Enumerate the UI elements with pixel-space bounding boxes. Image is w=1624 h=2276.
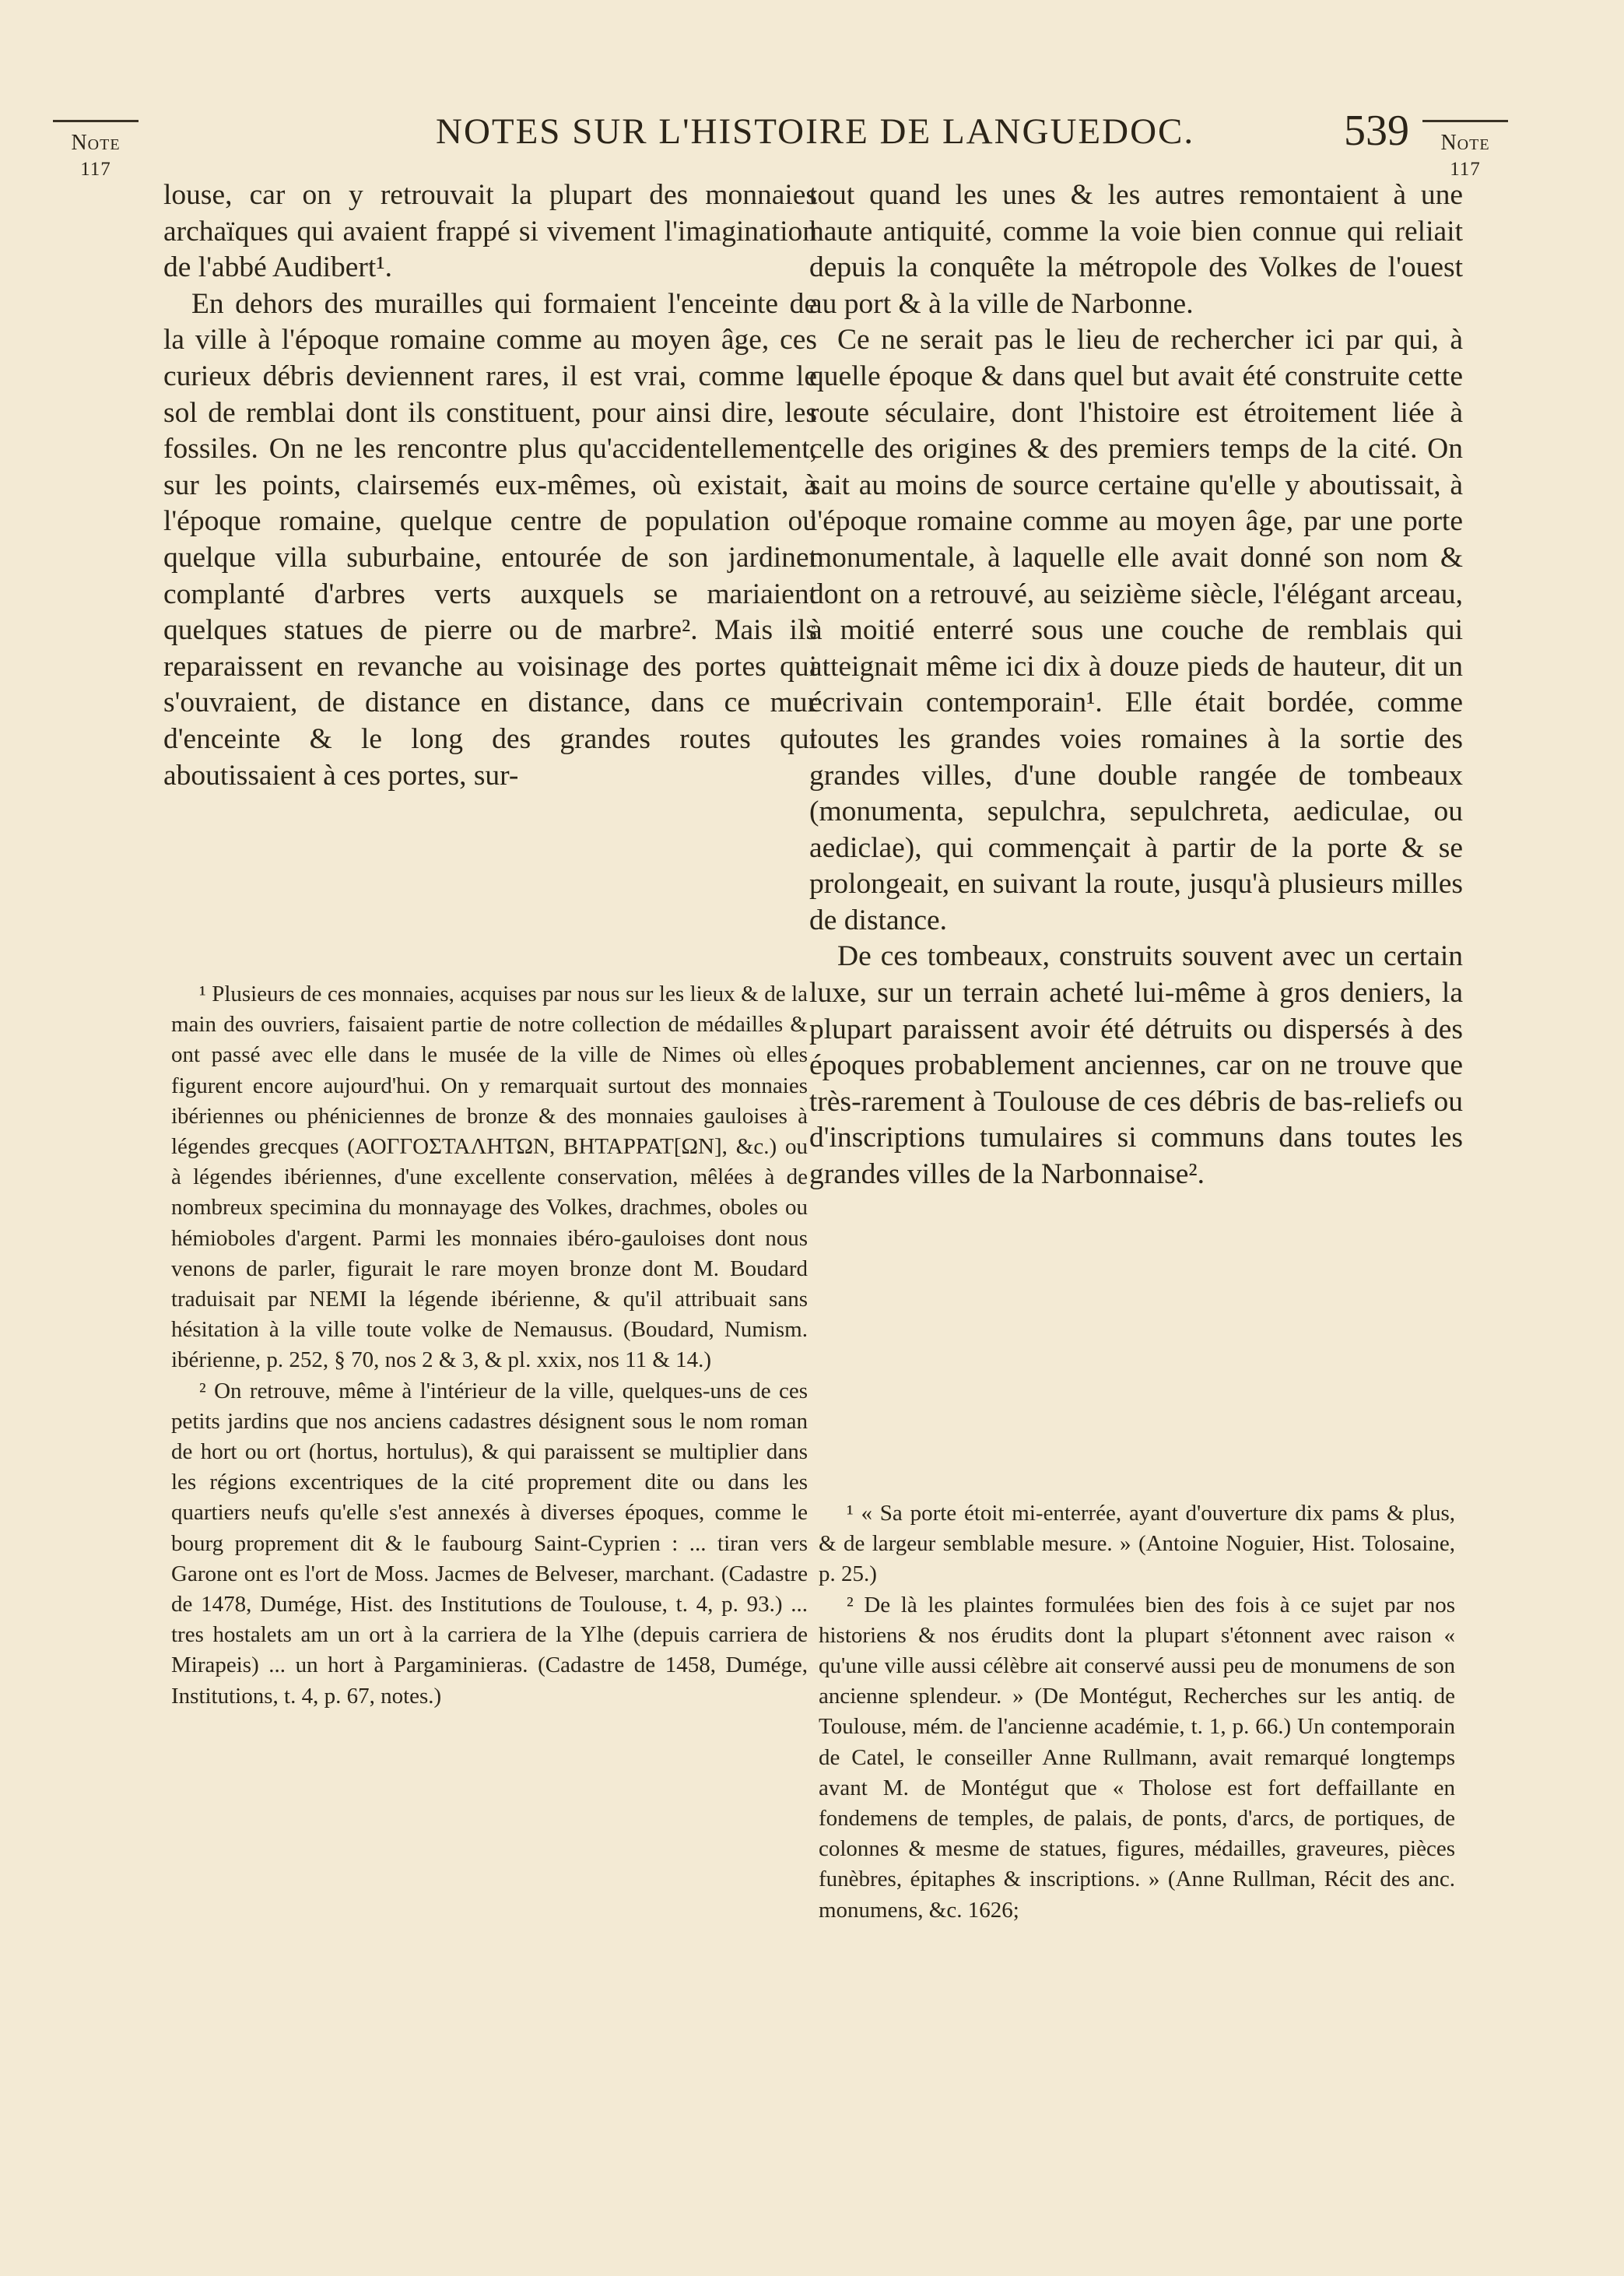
body-paragraph: tout quand les unes & les autres remontaient à une haute antiquité, comme la voie bien connue qui reliait depuis la conquête la métropole des Volkes de l'ouest au port & à la ville de Narbonne. [809,179,1463,320]
margin-note-number: 117 [1450,159,1481,180]
right-column [809,177,1463,1193]
running-title: NOTES SUR L'HISTOIRE DE LANGUEDOC. [436,111,1195,152]
margin-note-right [1422,120,1508,183]
margin-note-left [53,120,139,183]
body-paragraph: De ces tombeaux, construits souvent avec un certain luxe, sur un terrain acheté lui-même à gros deniers, la plupart paraissent avoir été détruits ou dispersés à des époques probablement anciennes, car on ne trouve que très-rarement à Toulouse de ces débris de bas-reliefs ou d'inscriptions tumulaires si communs dans toutes les grandes villes de la Narbonnaise². [809,940,1463,1191]
footnote: ² On retrouve, même à l'intérieur de la ville, quelques-uns de ces petits jardins que nos anciens cadastres désignent sous le nom roman de hort ou ort (hortus, hortulus), & qui paraissent se multiplier dans les régions excentriques de la cité proprement dite ou dans les quartiers neufs qu'elle s'est annexés à diverses époques, comme le bourg proprement dit & le faubourg Saint-Cyprien : ... tiran vers Garone ont es l'ort de Moss. Jacmes de Belveser, marchant. (Cadastre de 1478, Dumége, Hist. des Institutions de Toulouse, t. 4, p. 93.) ... tres hostalets am un ort à la carriera de la Ylhe (depuis carriera de Mirapeis) ... un hort à Pargaminieras. (Cadastre de 1458, Dumége, Institutions, t. 4, p. 67, notes.) [171,1378,808,1709]
body-paragraph: En dehors des murailles qui formaient l'enceinte de la ville à l'époque romaine comme au moyen âge, ces curieux débris deviennent rares, il est vrai, comme le sol de remblai dont ils constituent, pour ainsi dire, les fossiles. On ne les rencontre plus qu'accidentellement, sur les points, clairsemés eux-mêmes, où existait, à l'époque romaine, quelque centre de population ou quelque villa suburbaine, entourée de son jardinet complanté d'arbres verts auxquels se mariaient quelques statues de pierre ou de marbre². Mais ils reparaissent en revanche au voisinage des portes qui s'ouvraient, de distance en distance, dans ce mur d'enceinte & le long des grandes routes qui aboutissaient à ces portes, sur- [163,287,817,792]
page-number: 539 [1344,107,1409,155]
margin-note-label: Note [71,131,121,155]
margin-rule-right [1422,120,1508,122]
body-paragraph: Ce ne serait pas le lieu de rechercher ici par qui, à quelle époque & dans quel but avait été construite cette route séculaire, dont l'histoire est étroitement liée à celle des origines & des premiers temps de la cité. On sait au moins de source certaine qu'elle y aboutissait, à l'époque romaine comme au moyen âge, par une porte monumentale, à laquelle elle avait donné son nom & dont on a retrouvé, au seizième siècle, l'élégant arceau, à moitié enterré sous une couche de remblais qui atteignait même ici dix à douze pieds de hauteur, dit un écrivain contemporain¹. Elle était bordée, comme toutes les grandes voies romaines à la sortie des grandes villes, d'une double rangée de tombeaux (monumenta, sepulchra, sepulchreta, aediculae, ou aediclae), qui commençait à partir de la porte & se prolongeait, en suivant la route, jusqu'à plusieurs milles de distance. [809,324,1463,936]
margin-rule-left [53,120,139,122]
right-footnotes [819,1498,1455,1926]
left-footnotes [171,979,808,1712]
footnote: ¹ Plusieurs de ces monnaies, acquises par nous sur les lieux & de la main des ouvriers, faisaient partie de notre collection de médailles & ont passé avec elle dans le musée de la ville de Nimes où elles figurent encore aujourd'hui. On y remarquait surtout des monnaies ibériennes ou phéniciennes de bronze & des monnaies gauloises à légendes grecques (ΑΟΓΓΟΣΤΑΛΗΤΩΝ, ΒΗΤΑΡΡΑΤ[ΩΝ], &c.) ou à légendes ibériennes, d'une excellente conservation, mêlées à de nombreux specimina du monnayage des Volkes, drachmes, oboles ou hémioboles d'argent. Parmi les monnaies ibéro-gauloises dont nous venons de parler, figurait le rare moyen bronze dont M. Boudard traduisait par NEMI la légende ibérienne, & qu'il attribuait sans hésitation à la ville toute volke de Nemausus. (Boudard, Numism. ibérienne, p. 252, § 70, nos 2 & 3, & pl. xxix, nos 11 & 14.) [171,982,808,1373]
body-paragraph: louse, car on y retrouvait la plupart des monnaies archaïques qui avaient frappé si vivement l'imagination de l'abbé Audibert¹. [163,179,817,284]
footnote: ¹ « Sa porte étoit mi-enterrée, ayant d'ouverture dix pams & plus, & de largeur semblable mesure. » (Antoine Noguier, Hist. Tolosaine, p. 25.) [819,1501,1455,1587]
footnote: ² De là les plaintes formulées bien des fois à ce sujet par nos historiens & nos érudits dont la plupart s'étonnent avec raison « qu'une ville aussi célèbre ait conservé aussi peu de monumens de son ancienne splendeur. » (De Montégut, Recherches sur les antiq. de Toulouse, mém. de l'ancienne académie, t. 1, p. 66.) Un contemporain de Catel, le conseiller Anne Rullmann, avait remarqué longtemps avant M. de Montégut que « Tholose est fort deffaillante en fondemens de temples, de palais, de ponts, d'arcs, de portiques, de colonnes & mesme de statues, figures, médailles, graveures, pièces funèbres, épitaphes & inscriptions. » (Anne Rullman, Récit des anc. monumens, &c. 1626; [819,1592,1455,1923]
margin-note-label: Note [1440,131,1490,155]
margin-note-number: 117 [80,159,111,180]
left-column [163,177,817,794]
